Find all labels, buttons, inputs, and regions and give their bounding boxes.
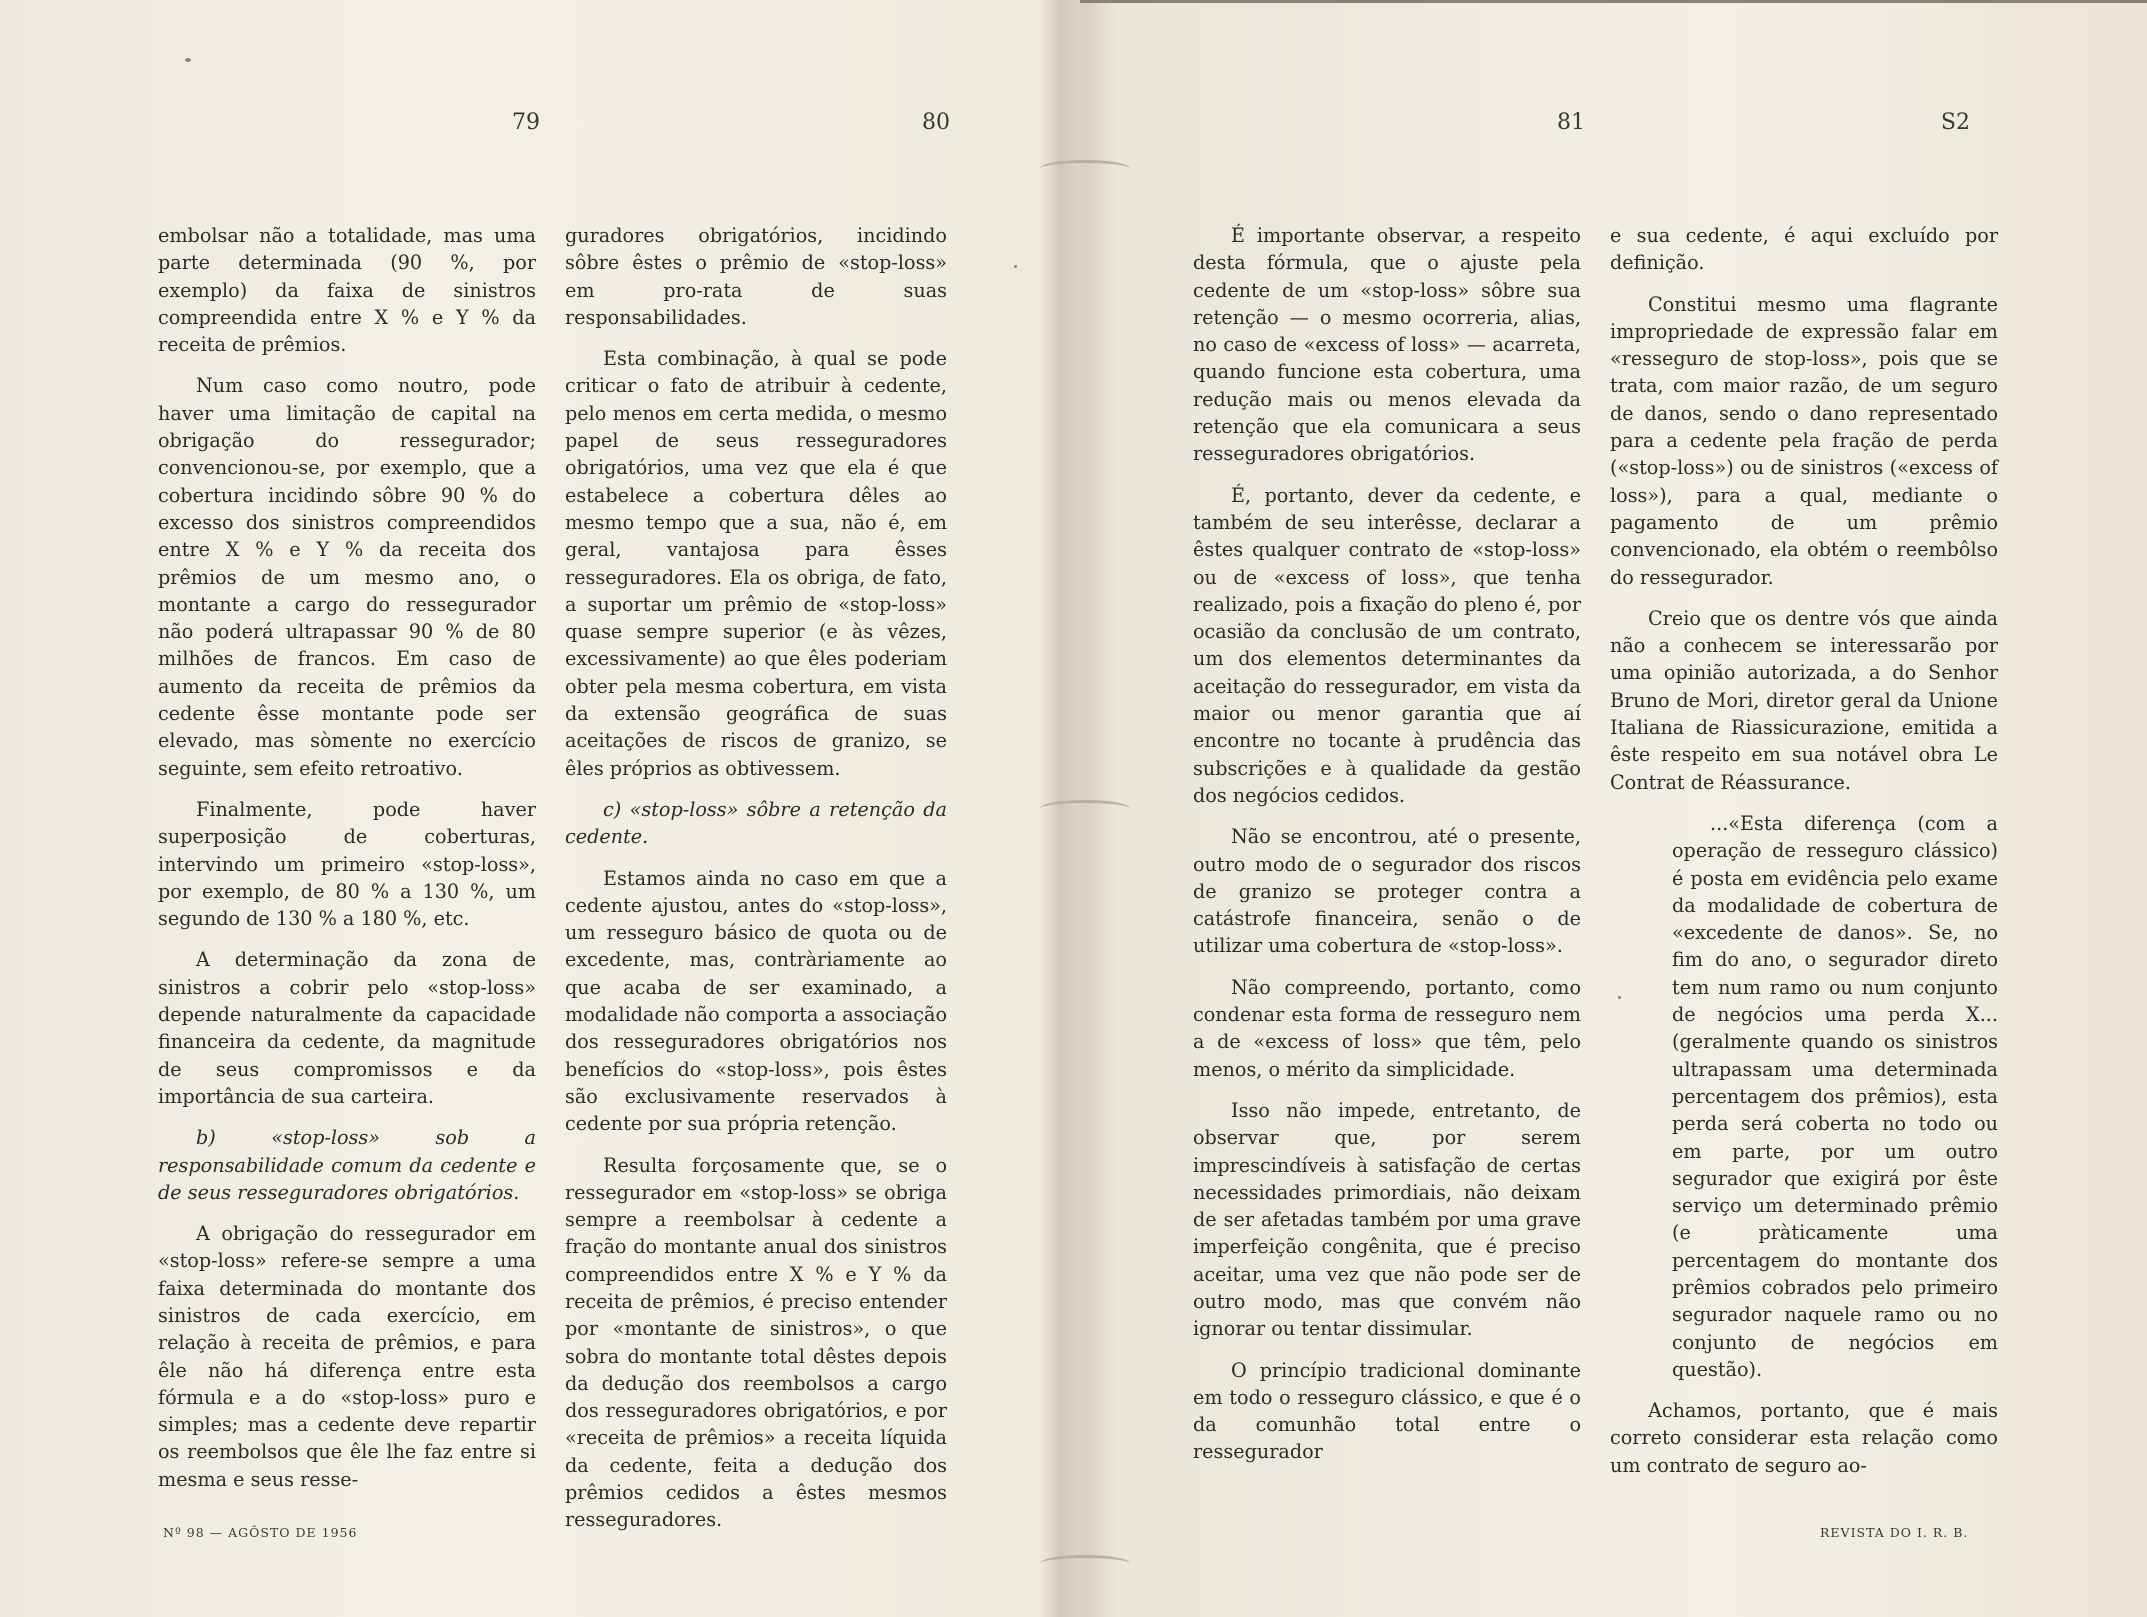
paragraph: Creio que os dentre vós que ainda não a conhecem se interessarão por uma opinião autorizada, a do Senhor Bruno de Mori, diretor geral da Unione Italiana de Riassicurazione, emitida a êste respeito em sua notável obra Le Contrat de Réassurance.	[1610, 606, 1998, 794]
text-column-page-81	[1193, 222, 1581, 1480]
page-number: 79	[512, 110, 540, 135]
paragraph: É importante observar, a respeito desta fórmula, que o ajuste pela cedente de um «stop-loss» sôbre sua retenção — o mesmo ocorreria, alias, no caso de «excess of loss» — acarreta, quando funcione esta cobertura, uma redução mais ou menos elevada da retenção que ela comunicara a seus resseguradores obrigatórios.	[1193, 224, 1581, 466]
paper-speck	[1014, 265, 1017, 268]
binding-stitch	[1040, 1555, 1130, 1572]
paragraph: Finalmente, pode haver superposição de coberturas, intervindo um primeiro «stop-loss», por exemplo, de 80 % a 130 %, um segundo de 130 % a 180 %, etc.	[158, 797, 536, 931]
section-heading: c) «stop-loss» sôbre a retenção da cedente.	[565, 797, 947, 849]
paragraph: Esta combinação, à qual se pode criticar o fato de atribuir à cedente, pelo menos em certa medida, o mesmo papel de seus resseguradores obrigatórios, uma vez que ela é que estabelece a cobertura dêles ao mesmo tempo que a sua, não é, em geral, vantajosa para êsses resseguradores. Ela os obriga, de fato, a suportar um prêmio de «stop-loss» quase sempre superior (e às vêzes, excessivamente) ao que êles poderiam obter pela mesma cobertura, em vista da extensão geográfica de suas aceitações de riscos de granizo, se êles próprios as obtivessem.	[565, 347, 947, 780]
text-column-page-82	[1610, 222, 1998, 1493]
paragraph: guradores obrigatórios, incidindo sôbre êstes o prêmio de «stop-loss» em pro-rata de suas responsabilidades.	[565, 224, 947, 329]
paragraph: O princípio tradicional dominante em todo o resseguro clássico, e que é o da comunhão total entre o ressegurador	[1193, 1358, 1581, 1464]
paragraph: A determinação da zona de sinistros a cobrir pelo «stop-loss» depende naturalmente da capacidade financeira da cedente, da magnitude de seus compromissos e da importância de sua carteira.	[158, 948, 536, 1108]
paper-speck	[185, 58, 191, 62]
paragraph: Não compreendo, portanto, como condenar esta forma de resseguro nem a de «excess of loss» que têm, pelo menos, o mérito da simplicidade.	[1193, 975, 1581, 1081]
text-column-page-79	[158, 222, 536, 1507]
page-number: 81	[1557, 110, 1585, 135]
binding-stitch	[1040, 800, 1130, 817]
paragraph: e sua cedente, é aqui excluído por definição.	[1610, 224, 1998, 275]
paragraph: A obrigação do ressegurador em «stop-loss» refere-se sempre a uma faixa determinada do montante dos sinistros de cada exercício, em relação à receita de prêmios, e para êle não há diferença entre esta fórmula e a do «stop-loss» puro e simples; mas a cedente deve repartir os reembolsos que êle lhe faz entre si mesma e seus resse-	[158, 1222, 536, 1491]
text-column-page-80	[565, 222, 947, 1548]
paragraph: ...«Esta diferença (com a operação de resseguro clássico) é posta em evidência pelo exame da modalidade de cobertura de «excedente de danos». Se, no fim do ano, o segurador direto tem num ramo ou num conjunto de negócios uma perda X... (geralmente quando os sinistros ultrapassam uma determinada percentagem dos prêmios), esta perda será coberta no todo ou em parte, por um outro segurador que exigirá por êste serviço um determinado prêmio (e pràticamente uma percentagem do montante dos prêmios cobrados pelo primeiro segurador naquele ramo ou no conjunto de negócios em questão).	[1672, 811, 1998, 1381]
paragraph: Constitui mesmo uma flagrante impropriedade de expressão falar em «resseguro de stop-loss», pois que se trata, com maior razão, de um seguro de danos, sendo o dano representado para a cedente pela fração de perda («stop-loss») ou de sinistros («excess of loss»), para a qual, mediante o pagamento de um prêmio convencionado, ela obtém o reembôlso do ressegurador.	[1610, 292, 1998, 589]
paragraph: embolsar não a totalidade, mas uma parte determinada (90 %, por exemplo) da faixa de sinistros compreendida entre X % e Y % da receita de prêmios.	[158, 224, 536, 357]
paragraph: Isso não impede, entretanto, de observar que, por serem imprescindíveis à satisfação de certas necessidades primordiais, não deixam de ser afetadas também por uma grave imperfeição congênita, que é preciso aceitar, uma vez que não pode ser de outro modo, mas que convém não ignorar ou tentar dissimular.	[1193, 1098, 1581, 1341]
page-top-edge	[1080, 0, 2147, 3]
paragraph: Não se encontrou, até o presente, outro modo de o segurador dos riscos de granizo se proteger contra a catástrofe financeira, senão o de utilizar uma cobertura de «stop-loss».	[1193, 825, 1581, 958]
page-number: S2	[1940, 110, 1970, 135]
binding-stitch	[1040, 160, 1130, 177]
footer-issue: Nº 98 — AGÔSTO DE 1956	[163, 1525, 358, 1540]
footer-journal: REVISTA DO I. R. B.	[1820, 1525, 1969, 1540]
paragraph: É, portanto, dever da cedente, e também de seu interêsse, declarar a êstes qualquer contrato de «stop-loss» ou de «excess of loss», que tenha realizado, pois a fixação do pleno é, por ocasião da conclusão de um contrato, um dos elementos determinantes da aceitação do ressegurador, em vista da maior ou menor garantia que aí encontre no tocante à prudência das subscrições e à qualidade da gestão dos negócios cedidos.	[1193, 483, 1581, 807]
paragraph: Achamos, portanto, que é mais correto considerar esta relação como um contrato de seguro ao-	[1610, 1399, 1998, 1477]
section-heading: b) «stop-loss» sob a responsabilidade comum da cedente e de seus resseguradores obrigatórios.	[158, 1126, 536, 1204]
paragraph: Resulta forçosamente que, se o ressegurador em «stop-loss» se obriga sempre a reembolsar à cedente a fração do montante anual dos sinistros compreendidos entre X % e Y % da receita de prêmios, é preciso entender por «montante de sinistros», o que sobra do montante total dêstes depois da dedução dos reembolsos a cargo dos resseguradores obrigatórios, e por «receita de prêmios» a receita líquida da cedente, feita a dedução dos prêmios cedidos a êstes mesmos resseguradores.	[565, 1153, 947, 1532]
paragraph: Num caso como noutro, pode haver uma limitação de capital na obrigação do ressegurador; convencionou-se, por exemplo, que a cobertura incidindo sôbre 90 % do excesso dos sinistros compreendidos entre X % e Y % da receita dos prêmios de um mesmo ano, o montante a cargo do ressegurador não poderá ultrapassar 90 % de 80 milhões de francos. Em caso de aumento da receita de prêmios da cedente êsse montante pode ser elevado, mas sòmente no exercício seguinte, sem efeito retroativo.	[158, 374, 536, 780]
paragraph: Estamos ainda no caso em que a cedente ajustou, antes do «stop-loss», um resseguro básico de quota ou de excedente, mas, contràriamente ao que acaba de ser examinado, a modalidade não comporta a associação dos resseguradores obrigatórios nos benefícios do «stop-loss», pois êstes são exclusivamente reservados à cedente por sua própria retenção.	[565, 866, 947, 1136]
page-number: 80	[922, 110, 950, 135]
